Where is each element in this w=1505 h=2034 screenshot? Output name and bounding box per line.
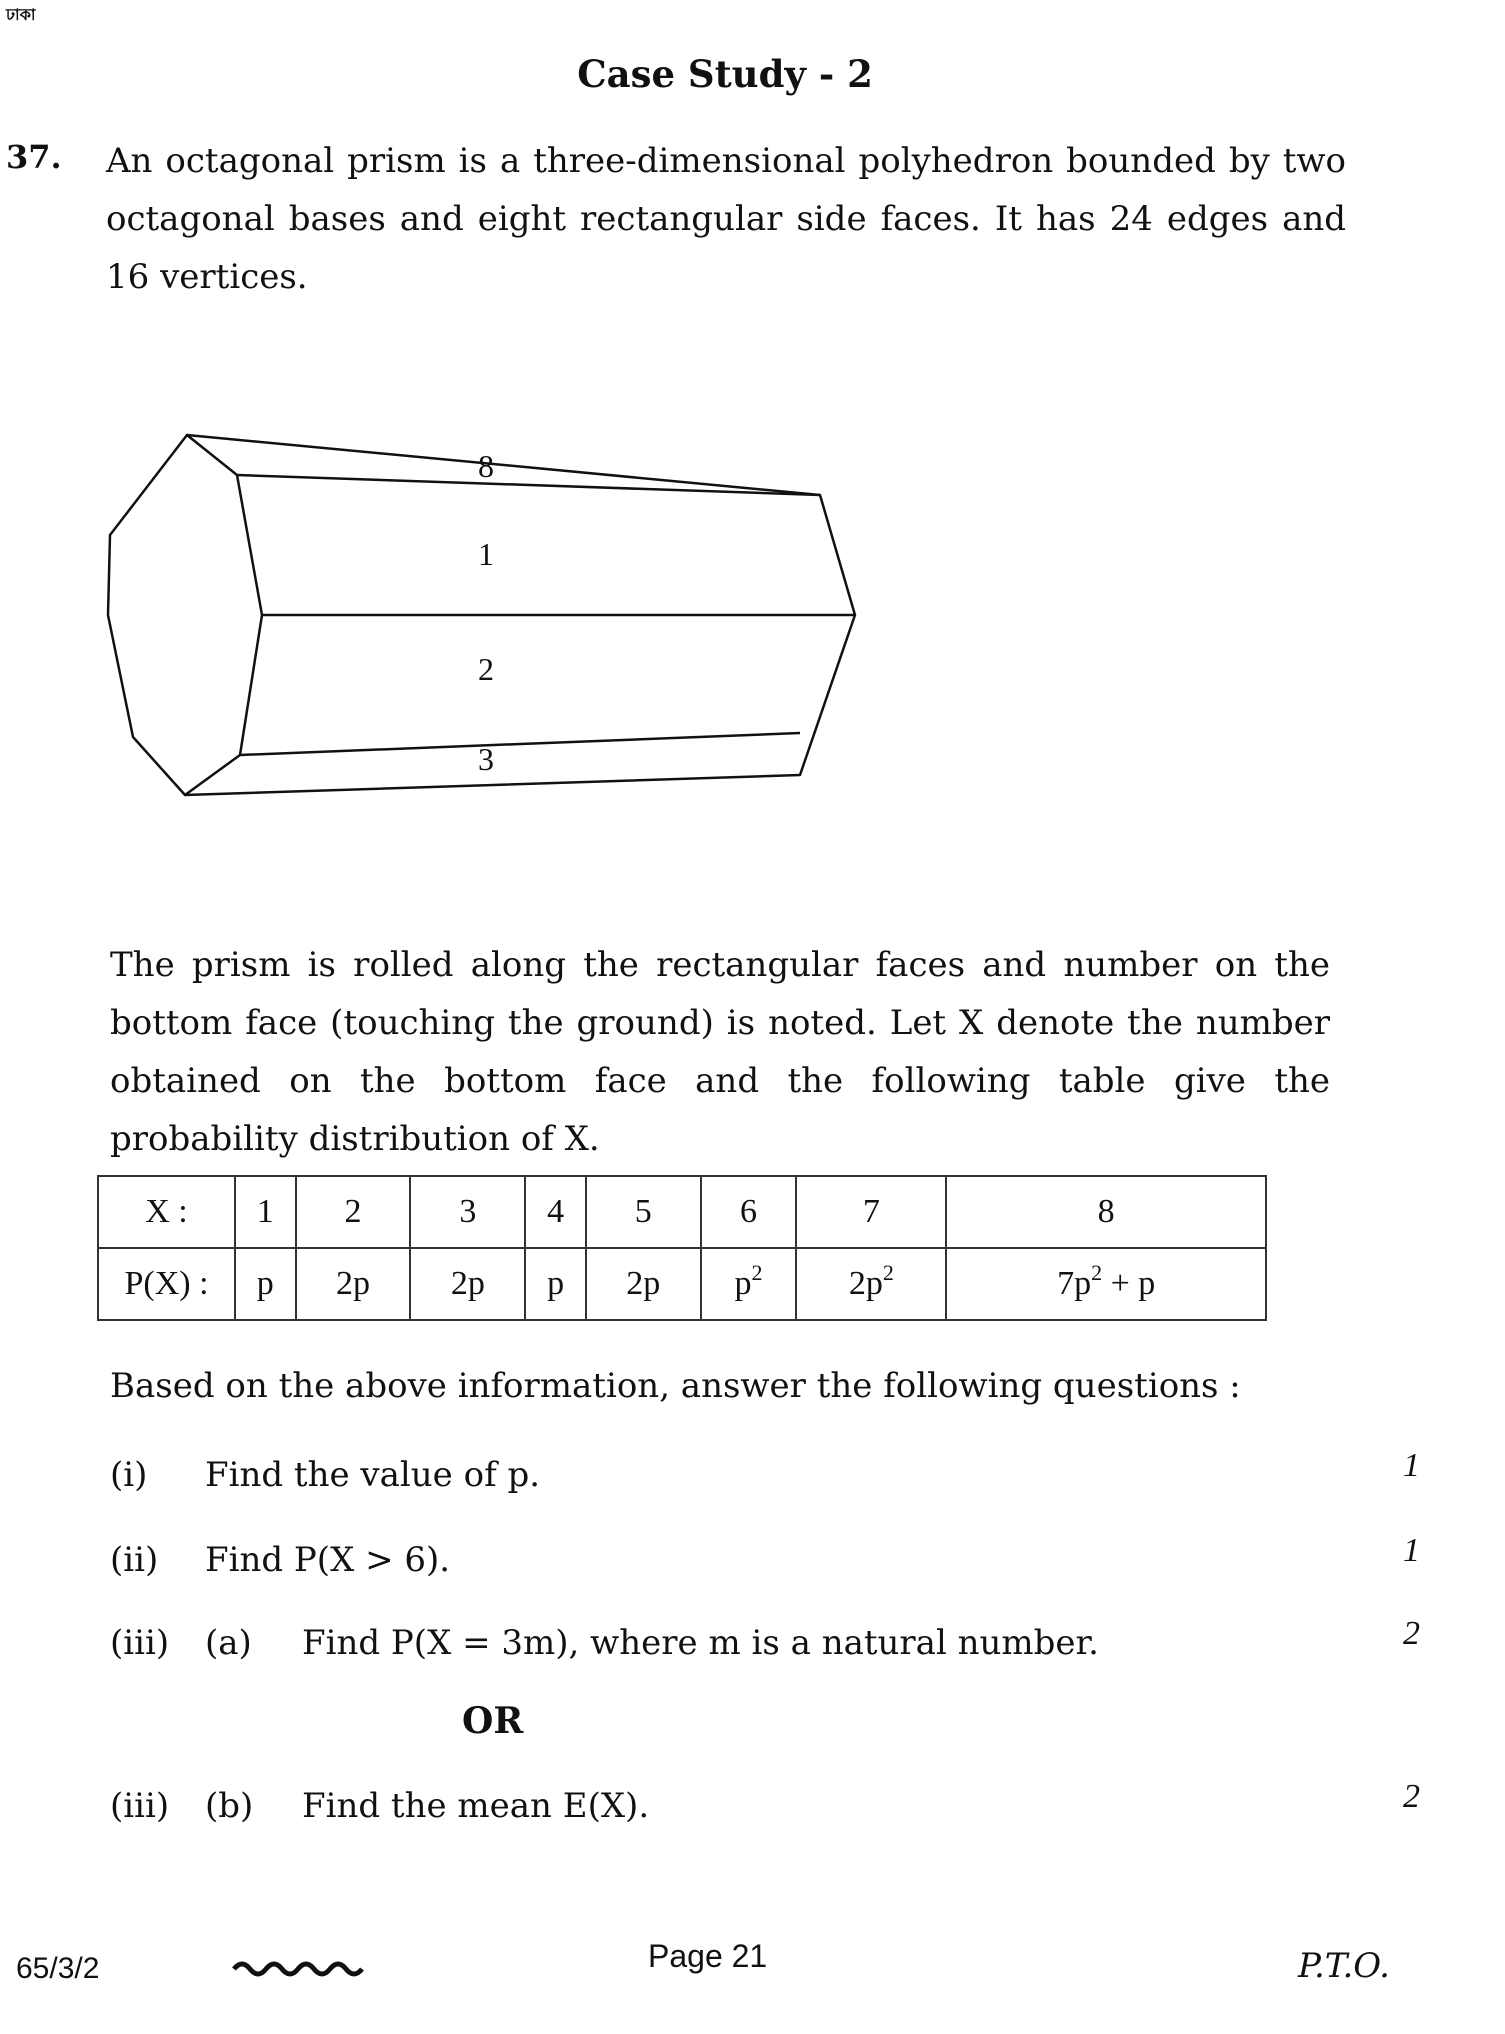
wave-ornament-icon — [232, 1955, 372, 1979]
question-marks: 1 — [1403, 1447, 1420, 1484]
page-number: Page 21 — [648, 1938, 768, 1974]
table-head-p: P(X) : — [98, 1248, 235, 1320]
prism-edge — [240, 733, 800, 755]
cell-exponent: 2 — [1091, 1260, 1103, 1285]
question-sub: (b) — [205, 1786, 254, 1826]
cell-base: 7p — [1057, 1265, 1092, 1302]
question-item — [110, 1447, 1420, 1505]
table-cell — [701, 1248, 797, 1320]
question-item — [110, 1615, 1420, 1673]
cell-exponent: 2 — [882, 1260, 894, 1285]
table-cell — [796, 1248, 946, 1320]
question-marks: 2 — [1403, 1778, 1420, 1815]
cell-tail: + p — [1102, 1265, 1156, 1302]
question-roman: (iii) — [110, 1623, 170, 1663]
question-text: Find the mean E(X). — [302, 1786, 650, 1826]
table-cell: 8 — [946, 1176, 1266, 1248]
face-label-3: 3 — [478, 741, 494, 777]
table-cell: 1 — [235, 1176, 296, 1248]
face-label-2: 2 — [478, 651, 494, 687]
prism-edge — [237, 475, 820, 495]
table-cell: p — [235, 1248, 296, 1320]
table-cell: 4 — [525, 1176, 586, 1248]
question-marks: 1 — [1403, 1532, 1420, 1569]
table-head-x: X : — [98, 1176, 235, 1248]
question-roman: (i) — [110, 1455, 148, 1495]
table-cell: 2p — [296, 1248, 411, 1320]
table-cell: 2 — [296, 1176, 411, 1248]
table-cell: 3 — [410, 1176, 525, 1248]
question-intro: An octagonal prism is a three-dimensional polyhedron bounded by two octagonal bases and eight rectangular side faces. It has 24 edges and 16 vertices. — [106, 141, 1346, 297]
question-item — [110, 1532, 1420, 1590]
table-cell: 7 — [796, 1176, 946, 1248]
question-marks: 2 — [1403, 1615, 1420, 1652]
case-study-title: Case Study - 2 — [577, 52, 873, 96]
table-row-p — [98, 1248, 1266, 1320]
table-cell — [946, 1248, 1266, 1320]
cell-exponent: 2 — [751, 1260, 763, 1285]
question-item — [110, 1778, 1420, 1836]
table-cell: p — [525, 1248, 586, 1320]
question-text: Find P(X = 3m), where m is a natural number. — [302, 1623, 1099, 1663]
question-roman: (iii) — [110, 1786, 170, 1826]
question-text: Find the value of p. — [205, 1455, 541, 1495]
question-sub: (a) — [205, 1623, 252, 1663]
pto-label: P.T.O. — [1298, 1946, 1390, 1986]
questions-lead: Based on the above information, answer the following questions : — [110, 1366, 1241, 1406]
or-label: OR — [462, 1700, 524, 1742]
prism-base-octagon — [108, 435, 262, 795]
question-text: Find P(X > 6). — [205, 1540, 451, 1580]
cell-base: p — [734, 1265, 752, 1302]
cell-base: 2p — [848, 1265, 883, 1302]
question-paragraph: The prism is rolled along the rectangular faces and number on the bottom face (touching the ground) is noted. Let X denote the number obtained on the bottom face and the following table give the probability distribution of X. — [110, 945, 1330, 1159]
face-label-1: 1 — [478, 536, 494, 572]
table-cell: 5 — [586, 1176, 701, 1248]
face-label-8: 8 — [478, 448, 494, 484]
table-cell: 2p — [410, 1248, 525, 1320]
corner-mark: ঢাকা — [6, 7, 36, 24]
question-number: 37. — [6, 138, 62, 176]
probability-table — [97, 1175, 1267, 1321]
table-cell: 2p — [586, 1248, 701, 1320]
octagonal-prism-figure — [100, 415, 860, 815]
paper-code: 65/3/2 — [16, 1952, 100, 1985]
question-roman: (ii) — [110, 1540, 159, 1580]
table-cell: 6 — [701, 1176, 797, 1248]
table-row-x — [98, 1176, 1266, 1248]
